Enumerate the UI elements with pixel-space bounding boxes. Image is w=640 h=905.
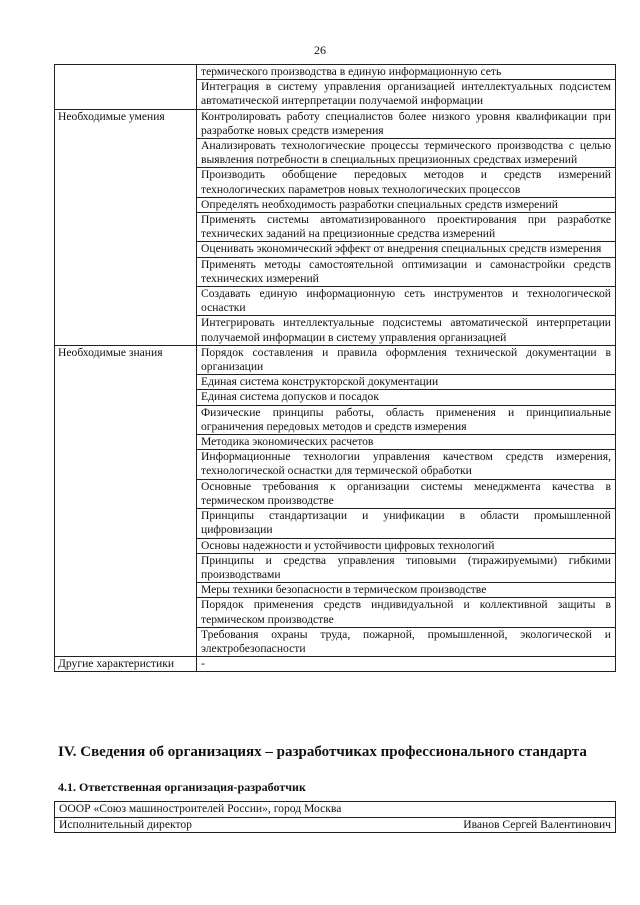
table-row (55, 345, 616, 374)
row-description: Контролировать работу специалистов более низкого уровня квалификации при разработке новых средств измерения (197, 109, 616, 138)
organization-table (54, 801, 616, 833)
table-row (55, 65, 616, 80)
row-description: Создавать единую информационную сеть инструментов и технологической оснастки (197, 287, 616, 316)
row-description: Принципы стандартизации и унификации в области промышленной цифровизации (197, 509, 616, 538)
row-description: Требования охраны труда, пожарной, промышленной, экологической и электробезопасности (197, 627, 616, 656)
org-name-row (55, 802, 616, 818)
table-row (55, 109, 616, 138)
row-description: Порядок применения средств индивидуальной и коллективной защиты в термическом производстве (197, 598, 616, 627)
row-group-label: Необходимые знания (55, 345, 197, 656)
row-description: Информационные технологии управления качеством средств измерения, технологической оснастки для термической обработки (197, 450, 616, 479)
signatory-name: Иванов Сергей Валентинович (463, 817, 611, 831)
page-number: 26 (314, 43, 326, 57)
row-description: Интегрировать интеллектуальные подсистемы автоматической интерпретации получаемой информации в систему управления организацией (197, 316, 616, 345)
signatory-position: Исполнительный директор (59, 817, 192, 831)
row-description: Оценивать экономический эффект от внедрения специальных средств измерения (197, 242, 616, 257)
row-description: Порядок составления и правила оформления технической документации в организации (197, 345, 616, 374)
org-signatory-row (55, 817, 616, 833)
row-description: - (197, 657, 616, 672)
row-description: Применять системы автоматизированного проектирования при разработке технических заданий на прецизионные средства измерений (197, 213, 616, 242)
row-description: Единая система конструкторской документации (197, 375, 616, 390)
table-row (55, 657, 616, 672)
row-description: Определять необходимость разработки специальных средств измерений (197, 197, 616, 212)
row-group-label: Необходимые умения (55, 109, 197, 345)
row-description: термического производства в единую информационную сеть (197, 65, 616, 80)
row-description: Основные требования к организации системы менеджмента качества в термическом производстве (197, 479, 616, 508)
row-description: Принципы и средства управления типовыми (тиражируемыми) гибкими производствами (197, 553, 616, 582)
sub-heading: 4.1. Ответственная организация-разработчик (58, 780, 306, 794)
row-description: Интеграция в систему управления организацией интеллектуальных подсистем автоматической интерпретации получаемой информации (197, 80, 616, 109)
org-name: ОООР «Союз машиностроителей России», город Москва (55, 802, 616, 818)
row-group-label: Другие характеристики (55, 657, 197, 672)
row-description: Производить обобщение передовых методов и средств измерений технологических параметров новых технологических процессов (197, 168, 616, 197)
row-description: Единая система допусков и посадок (197, 390, 616, 405)
row-description: Методика экономических расчетов (197, 435, 616, 450)
section-heading: IV. Сведения об организациях – разработчиках профессионального стандарта (58, 744, 587, 760)
row-description: Анализировать технологические процессы термического производства с целью выявления потребности в специальных прецизионных средствах измерений (197, 139, 616, 168)
row-description: Основы надежности и устойчивости цифровых технологий (197, 538, 616, 553)
org-signatory-cell (55, 817, 616, 833)
labor-function-table (54, 64, 616, 672)
row-description: Применять методы самостоятельной оптимизации и самонастройки средств технических измерений (197, 257, 616, 286)
row-description: Физические принципы работы, область применения и принципиальные ограничения передовых методов и средств измерения (197, 405, 616, 434)
row-description: Меры техники безопасности в термическом производстве (197, 583, 616, 598)
row-group-label (55, 65, 197, 110)
